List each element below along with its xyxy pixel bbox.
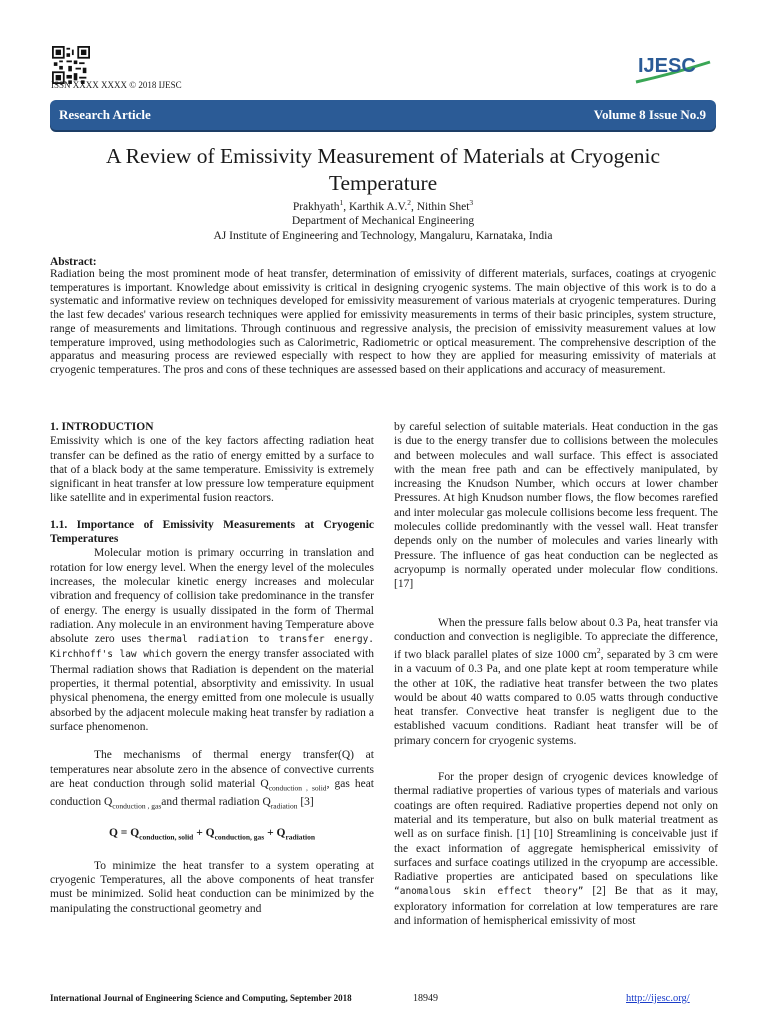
paragraph-mechanisms: The mechanisms of thermal energy transfer(Q) at temperatures near absolute zero in the absence of convective currents are heat conduction through solid material $Q_{conduction , solid}$, gas heat conduction $Q_{conduction , gas}and$ thermal radiation $Q_{radiation}$ [3]	[50, 749, 375, 811]
section-heading: 1. INTRODUCTION	[50, 421, 154, 433]
subsection-heading: 1.1. Importance of Emissivity Measurements at Cryogenic Temperatures	[50, 518, 374, 546]
page-number: 18949	[413, 993, 438, 1004]
volume-issue: Volume 8 Issue No.9	[593, 107, 706, 122]
article-header-bar	[50, 100, 716, 130]
footer-journal: International Journal of Engineering Science and Computing, September 2018	[50, 993, 352, 1003]
intro-paragraph: Emissivity which is one of the key factors affecting radiation heat transfer can be defined as the ratio of energy emitted by a surface to that of a black body at the same temperature. Emissivity is extremely significant in heat transfer at low pressure low temperature equipment like satellite and in experimental fusion reactors.	[50, 435, 374, 505]
abstract-heading: Abstract:	[50, 256, 97, 268]
svg-text:IJESC: IJESC	[638, 55, 696, 77]
left-column	[50, 420, 374, 916]
author-names: Prakhyath$^1$, Karthik A.V.$^2$, Nithin Shet$^3$	[292, 198, 474, 213]
paragraph-design: For the proper design of cryogenic devices knowledge of thermal radiative properties of various types of materials and various coatings are often required. Radiative properties depend not only on material and its temperature, but also on bulk material treatment as well as on surface finish. [1] [10] Streamlining is conceivable just if the exact information of aggregate hemispherical emissivity of surfaces and surface coatings utilized in the cryopump are accessible. Radiative properties are anticipated based on speculations like “anomalous skin effect theory” [2] Be that as it may, exploratory information for correlation at low temperatures are rare and information of hemispherical emissivity of most	[394, 771, 718, 928]
paragraph-minimize: To minimize the heat transfer to a system operating at cryogenic Temperatures, all the above components of heat transfer must be minimized. Solid heat conduction can be minimized by the manipulating the constructional geometry and	[50, 859, 374, 915]
institute: AJ Institute of Engineering and Technology, Mangaluru, Karnataka, India	[213, 229, 553, 242]
department: Department of Mechanical Engineering	[291, 215, 475, 228]
qr-code-icon	[52, 46, 90, 84]
paragraph-molecular-motion: Molecular motion is primary occurring in translation and rotation for low energy level. When the energy level of the molecules increases, the molecular kinetic energy increases and molecular vibration and frequency of collision take predominance in the transfer of energy. The energy is usually dissipated in the form of Thermal radiation. Any molecule in an environment having Temperature above absolute zero uses thermal radiation to transfer energy. Kirchhoff's law which govern the energy transfer associated with Thermal radiation shows that Radiation is dependent on the material properties, it thermal potential, absorptivity and emissivity. In usual physical phenomena, the energy emitted from one molecule is usually absorbed by the adjacent molecule making heat transfer by radiation a surface phenomenon.	[50, 547, 375, 733]
journal-url-link[interactable]: http://ijesc.org/	[626, 993, 690, 1004]
issn-line: ISSN XXXX XXXX © 2018 IJESC	[51, 80, 182, 90]
ijesc-logo	[632, 48, 714, 88]
article-type: Research Article	[59, 107, 151, 122]
right-column	[394, 420, 718, 928]
abstract-body: Radiation being the most prominent mode of heat transfer, determination of emissivity of different materials, surfaces, coatings at cryogenic temperatures is important. Knowledge about emissivity is critical in designing cryogenic systems. The main objective of this work is to do a systematic and informative review on techniques developed for emissivity measurement of various materials at cryogenic temperatures. During the last few decades' various research techniques were applied for emissivity measurements in terms of their basic principles, system structure, range of measurements and limitations. Through continuous and regressive analysis, the precision of emissivity measurement values at low temperature improved, using methodologies such as Calorimetric, Radiometric or optical measurement. The comprehensive description of the apparatus and measuring process are reviewed especially with respect to how they are applied for measuring emissivity of materials at cryogenic temperatures. The pros and cons of these techniques are assessed based on their applications and accuracy of measurement.	[50, 268, 716, 376]
paragraph-gas-conduction: by careful selection of suitable materials. Heat conduction in the gas is due to the energy transfer due to collisions between the molecules and between molecules and wall surface. This effect is associated with the mean free path and can be effectively manipulated, by increasing the Knudson Number, which occurs at lower chamber Pressures. At high Knudson number flows, the flow becomes rarefied and inter molecular gas molecule collisions become less frequent. The molecules collide predominantly with the vessel wall. Heat transfer depends only on the number of molecules and varies linearly with Pressure. The influence of gas heat conduction can be neglected as acryopump is normally operated under molecular flow conditions. [17]	[394, 421, 718, 591]
author-block	[50, 196, 716, 243]
paper-title: A Review of Emissivity Measurement of Materials at Cryogenic Temperature	[105, 144, 661, 195]
paragraph-pressure: When the pressure falls below about 0.3 Pa, heat transfer via conduction and convection is negligible. To appreciate the difference, if two black parallel plates of size 1000 $cm^2$, separated by 3 cm were in a vacuum of 0.3 Pa, and one plate kept at room temperature while the other at 10K, the radiative heat transfer between the two plates would be about 40 watts compared to 0.05 watts through conductive heat transfer. Convective heat transfer is negligent due to the established vacuum conditions. Radiant heat transfer will be of primary concern for cryogenic systems.	[394, 616, 718, 747]
heat-transfer-equation: $Q = Q_{conduction, solid} + Q_{conduction, gas} + Q_{radiation}$	[108, 827, 316, 842]
